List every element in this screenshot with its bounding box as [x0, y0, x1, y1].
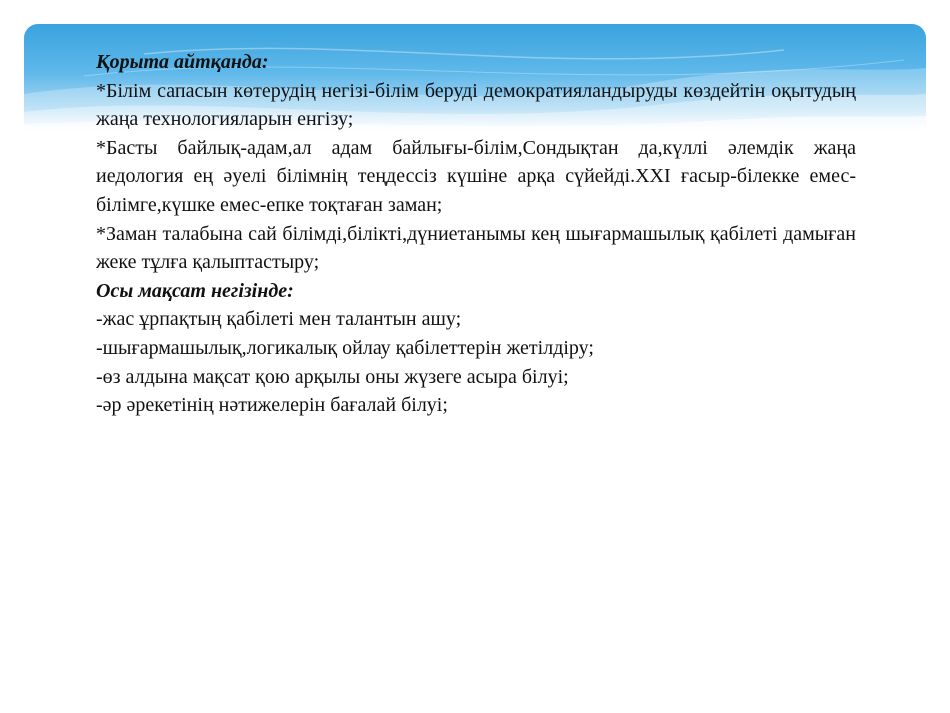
conclusion-point-3: *Заман талабына сай білімді,білікті,дүниетанымы кең шығармашылық қабілеті дамыған жеке тұлға қалыптастыру; [96, 222, 856, 274]
goal-item-1: -жас ұрпақтың қабілеті мен талантын ашу; [96, 308, 462, 331]
goal-item-4: -әр әрекетінің нәтижелерін бағалай білуі; [96, 394, 448, 417]
goal-item-2: -шығармашылық,логикалық ойлау қабілеттерін жетілдіру; [96, 336, 594, 359]
goal-item-3: -өз алдына мақсат қою арқылы оны жүзеге асыра білуі; [96, 365, 569, 388]
conclusion-heading: Қорыта айтқанда: [96, 51, 269, 73]
conclusion-point-2: *Басты байлық-адам,ал адам байлығы-білім,Сондықтан да,күллі әлемдік жаңа иедология ең әуелі білімнің теңдессіз күшіне арқа сүйейді.XXI ғасыр-білекке емес-білімге,күшке емес-епке тоқтаған заман; [96, 136, 856, 216]
slide-content [96, 48, 856, 420]
goal-heading: Осы мақсат негізінде: [96, 279, 294, 302]
conclusion-point-1: *Білім сапасын көтерудің негізі-білім беруді демократияландыруды көздейтін оқытудың жаңа технологияларын енгізу; [96, 79, 856, 131]
